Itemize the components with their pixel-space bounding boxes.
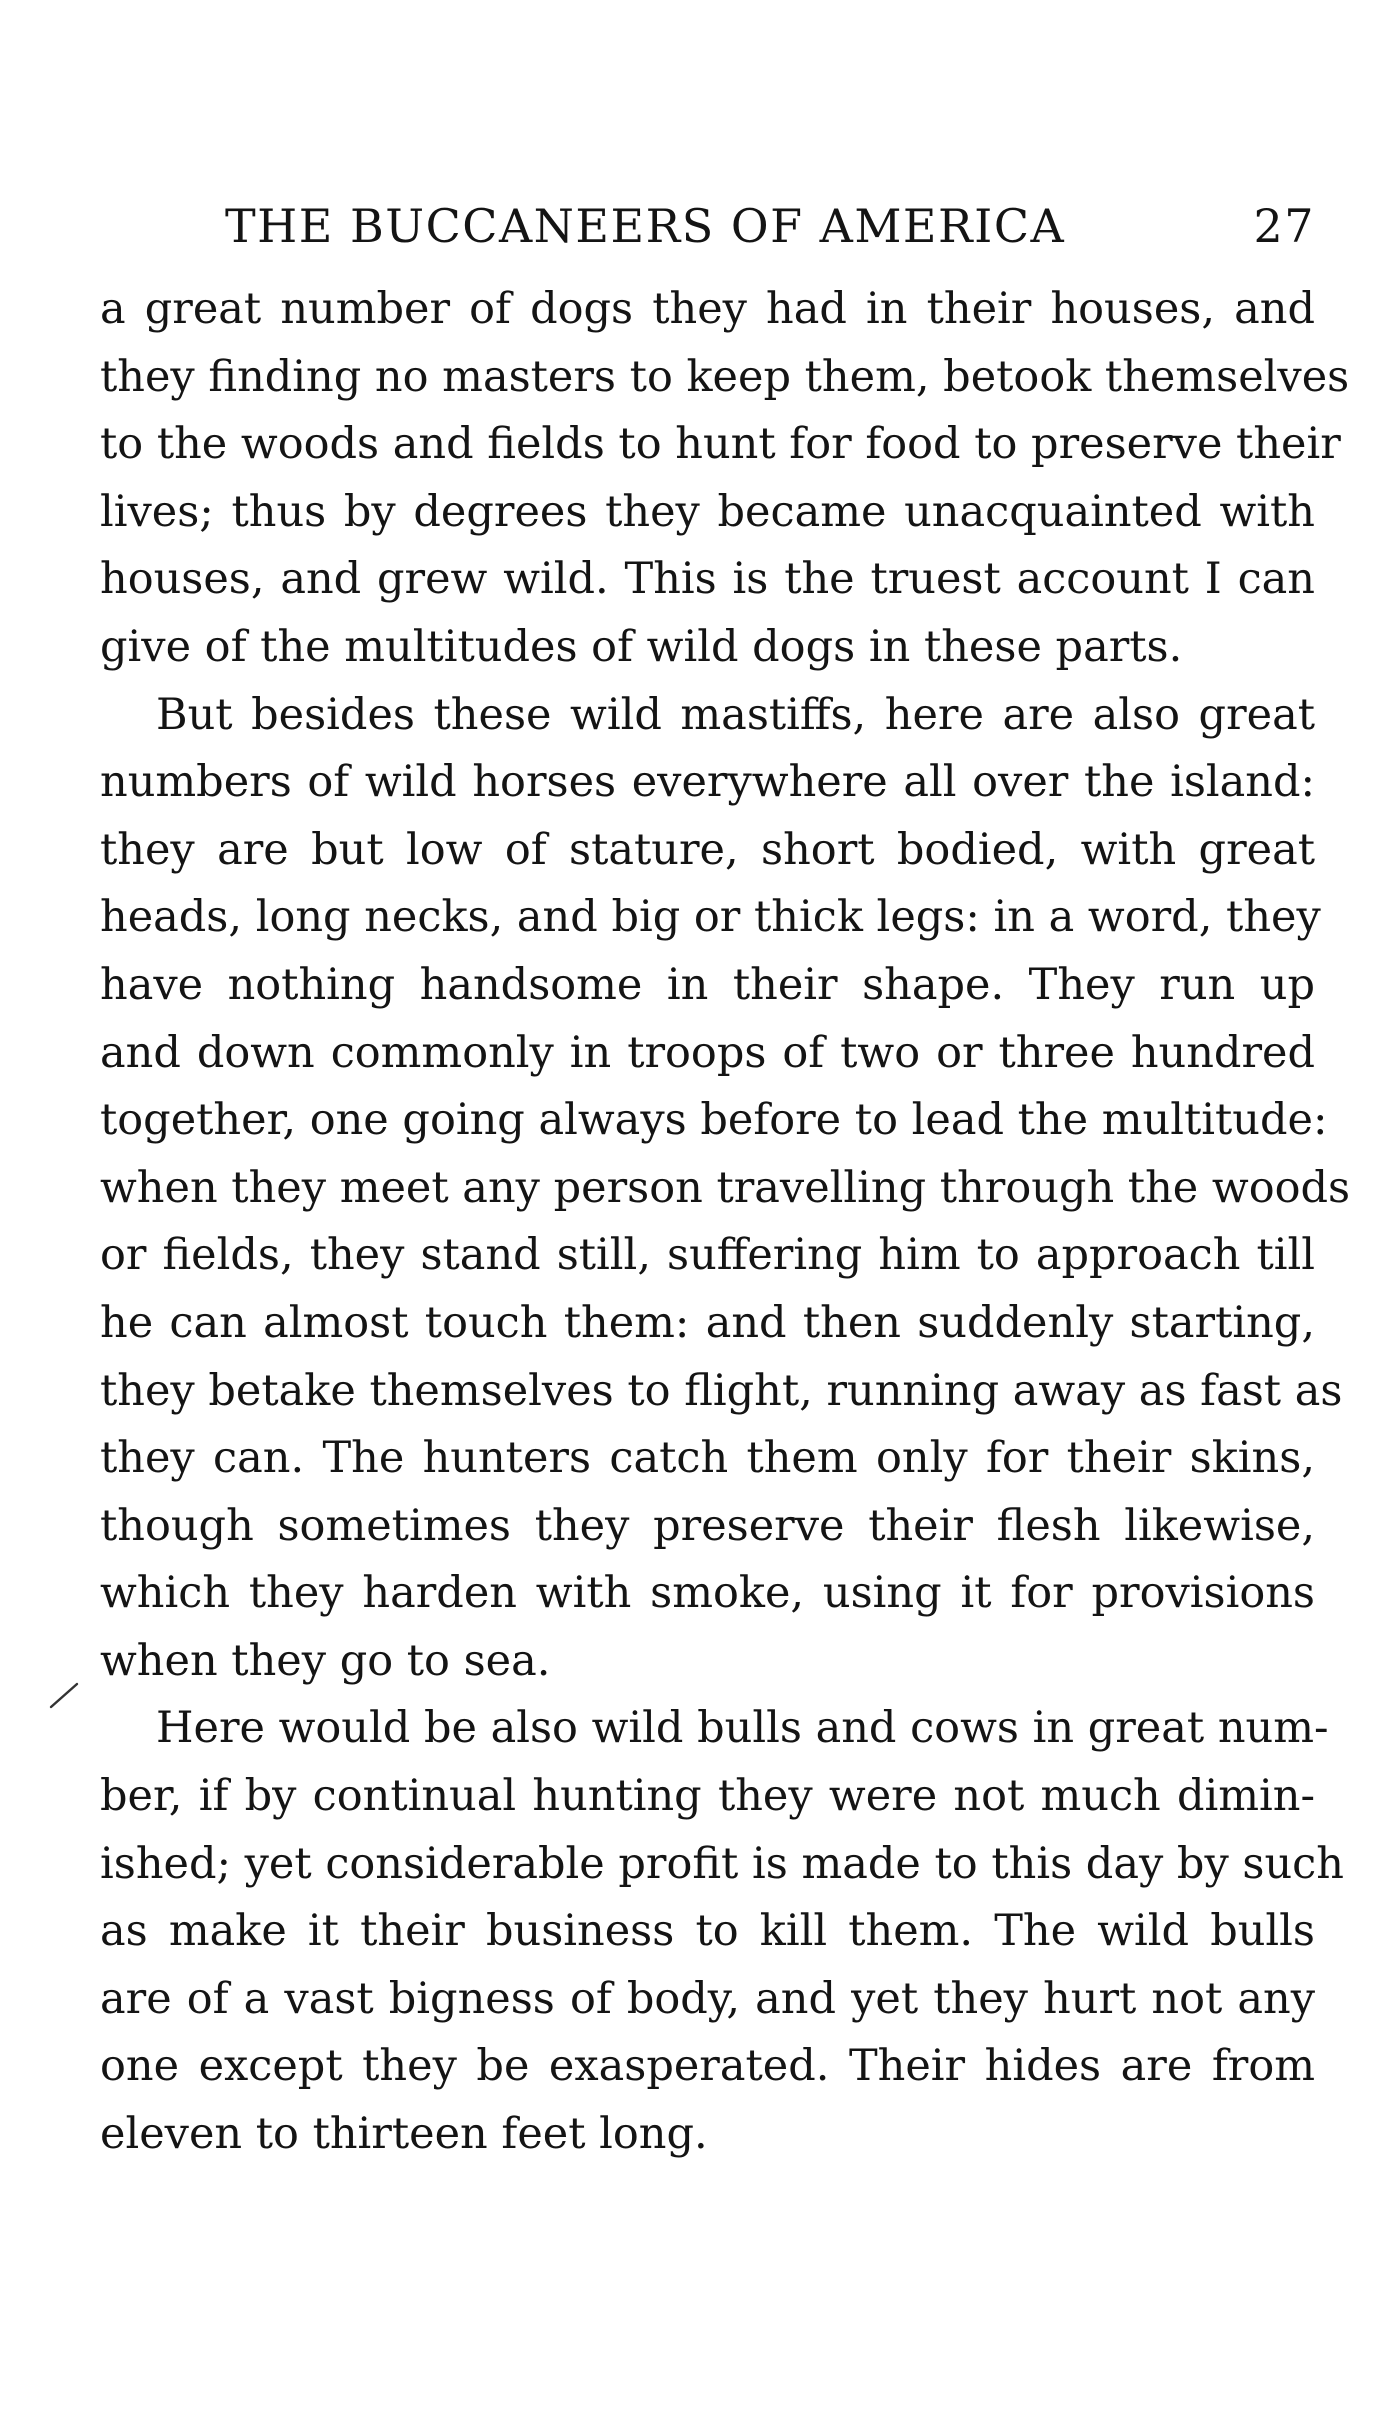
text-line: or fields, they stand still, suffering him to approach till <box>100 1230 1315 1281</box>
text-line: as make it their business to kill them. The wild bulls <box>100 1906 1315 1957</box>
text-line: But besides these wild mastiffs, here are also great <box>156 689 1315 740</box>
text-line: houses, and grew wild. This is the truest account I can <box>100 554 1315 605</box>
text-line: eleven to thirteen feet long. <box>100 2109 708 2160</box>
text-line: and down commonly in troops of two or three hundred <box>100 1027 1315 1078</box>
text-line: to the woods and fields to hunt for food to preserve their <box>100 419 1341 470</box>
text-line: lives; thus by degrees they became unacquainted with <box>100 486 1315 537</box>
text-line: have nothing handsome in their shape. They run up <box>100 959 1315 1010</box>
text-line: when they meet any person travelling through the woods <box>100 1162 1351 1213</box>
running-head-title: THE BUCCANEERS OF AMERICA <box>225 199 1066 253</box>
paragraph-2 <box>100 682 1351 1696</box>
text-line: one except they be exasperated. Their hides are from <box>100 2041 1315 2092</box>
text-line: when they go to sea. <box>100 1635 551 1686</box>
text-line: which they harden with smoke, using it for provisions <box>100 1568 1315 1619</box>
text-line: together, one going always before to lead the multitude: <box>100 1095 1328 1146</box>
text-line: ber, if by continual hunting they were not much dimin- <box>100 1771 1315 1822</box>
page-number: 27 <box>1253 199 1315 253</box>
text-line: they betake themselves to flight, running away as fast as <box>100 1365 1343 1416</box>
text-line: they finding no masters to keep them, betook themselves <box>100 351 1350 402</box>
text-line: a great number of dogs they had in their houses, and <box>100 284 1315 334</box>
text-line: they can. The hunters catch them only for their skins, <box>100 1433 1315 1484</box>
text-line: numbers of wild horses everywhere all over the island: <box>100 757 1315 808</box>
text-line: heads, long necks, and big or thick legs: in a word, they <box>100 892 1321 943</box>
paragraph-1 <box>100 276 1350 682</box>
body-text <box>100 276 1351 2169</box>
text-line: they are but low of stature, short bodied, with great <box>100 824 1315 875</box>
text-line: though sometimes they preserve their flesh likewise, <box>100 1500 1315 1551</box>
text-line: are of a vast bigness of body, and yet they hurt not any <box>100 1973 1315 2024</box>
text-line: give of the multitudes of wild dogs in these parts. <box>100 621 1183 672</box>
stray-pencil-mark <box>48 1680 80 1710</box>
text-line: he can almost touch them: and then suddenly starting, <box>100 1297 1315 1348</box>
text-line: ished; yet considerable profit is made to this day by such <box>100 1838 1344 1889</box>
text-line: Here would be also wild bulls and cows in great num- <box>156 1703 1329 1754</box>
running-head <box>225 196 1315 256</box>
paragraph-3 <box>100 1695 1344 2168</box>
